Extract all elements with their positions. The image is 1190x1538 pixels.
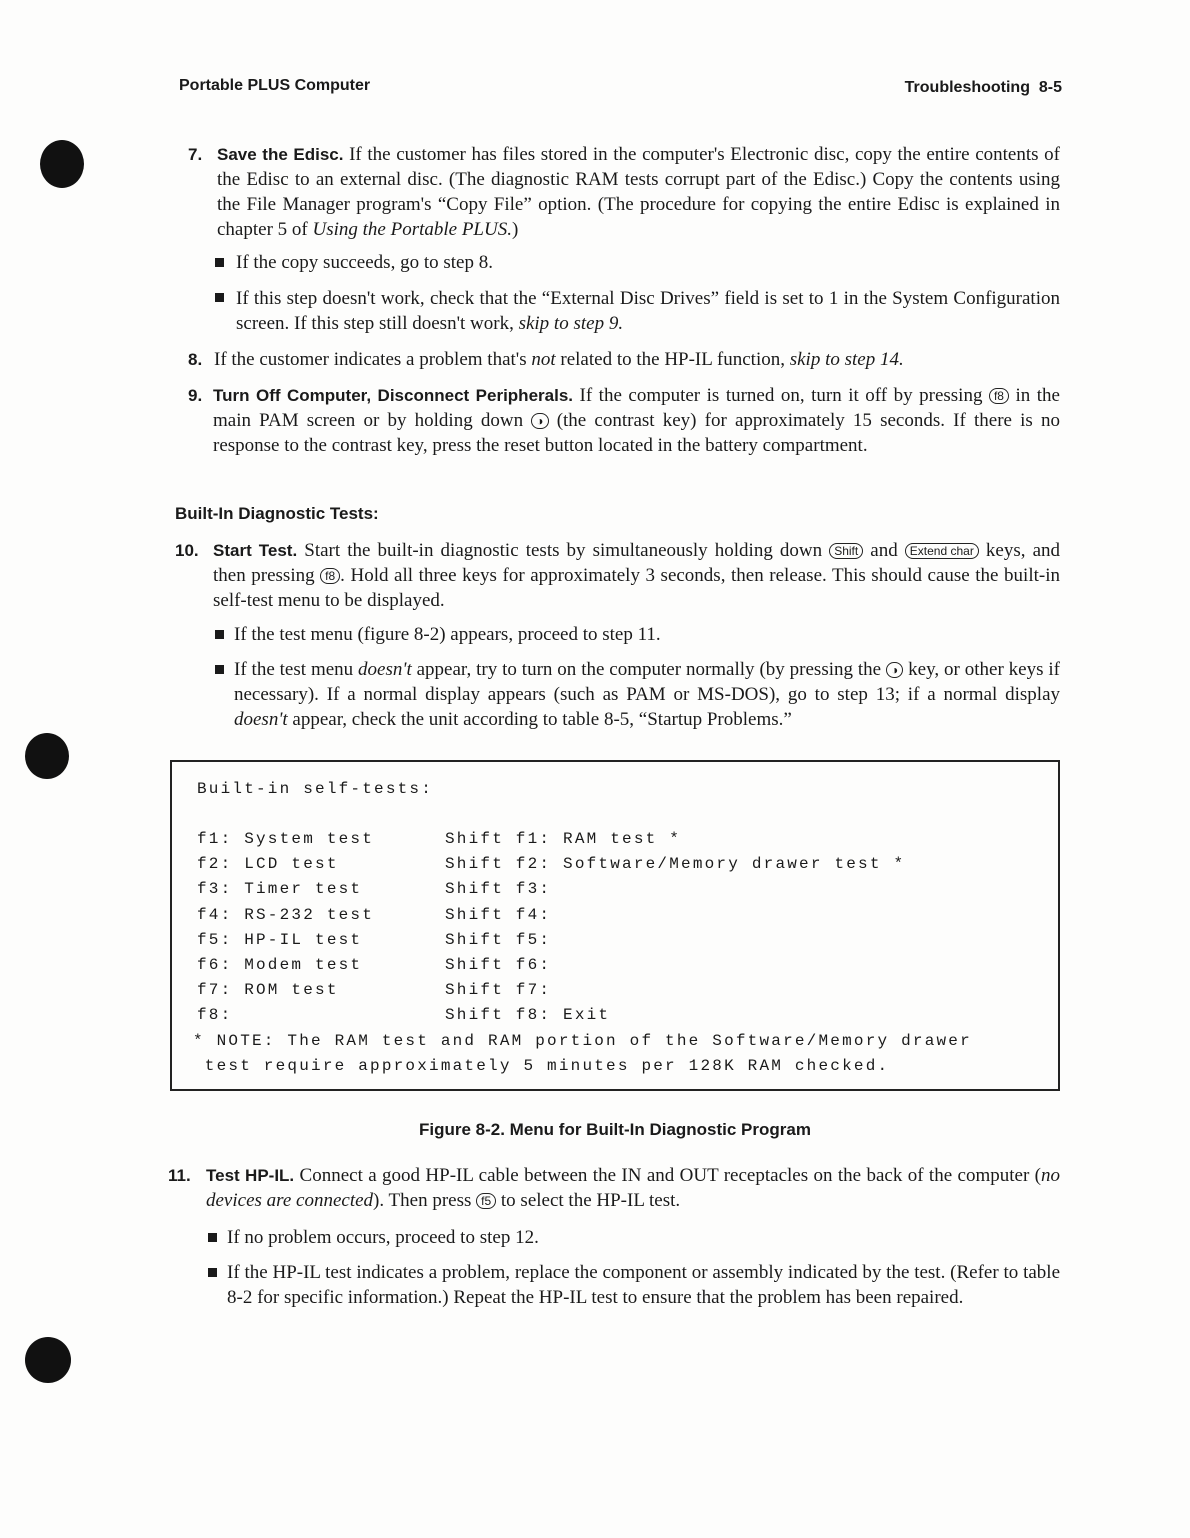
figure-caption: Figure 8-2. Menu for Built-In Diagnostic Program	[419, 1120, 811, 1139]
step-9-text	[213, 383, 1060, 458]
step-10-text	[213, 538, 1060, 613]
menu-right-column	[445, 827, 905, 1029]
paragraph-text: (the contrast key) for approximately 15 seconds. If there is no response to the contrast key, press the reset button located in the battery compartment.	[213, 410, 1060, 456]
keycap-icon: f5	[476, 1193, 496, 1209]
step-number: 7.	[188, 145, 203, 164]
paragraph-text: If no problem occurs, proceed to step 12.	[227, 1227, 539, 1248]
paragraph-text: )	[511, 219, 519, 240]
paragraph-text: appear, check the unit according to table 8-5, “Startup Problems.”	[287, 709, 792, 730]
menu-item: f6: Modem test	[197, 956, 363, 975]
section-heading: Built-In Diagnostic Tests:	[175, 504, 379, 523]
keycap-icon: Extend char	[905, 543, 979, 559]
keycap-icon: f8	[320, 568, 340, 584]
step-11-text	[206, 1163, 1060, 1213]
step-title: Save the Edisc.	[217, 145, 344, 164]
menu-item: Shift f8: Exit	[445, 1006, 611, 1025]
punch-hole	[40, 140, 84, 188]
bullet-icon	[215, 665, 224, 674]
paragraph-text: not	[531, 349, 556, 370]
menu-note-line-1: * NOTE: The RAM test and RAM portion of the Software/Memory drawer	[193, 1032, 972, 1050]
step-number: 10.	[175, 541, 199, 560]
paragraph-text: If the test menu (figure 8-2) appears, proceed to step 11.	[234, 624, 661, 645]
step-11-bullet-2	[227, 1260, 1060, 1310]
keycap-icon: f8	[989, 388, 1009, 404]
keycap-icon: ◑	[531, 413, 548, 429]
punch-hole	[25, 733, 69, 779]
step-title: Test HP-IL.	[206, 1166, 295, 1185]
paragraph-text: If the computer is turned on, turn it off by pressing	[573, 385, 989, 406]
bullet-icon	[215, 630, 224, 639]
step-7-bullet-2	[236, 286, 1060, 336]
paragraph-text: Connect a good HP-IL cable between the IN and OUT receptacles on the back of the computer (	[294, 1165, 1041, 1186]
menu-item: Shift f3:	[445, 880, 552, 899]
paragraph-text: . Hold all three keys for approximately 3 seconds, then release. This should cause the built-in self-test menu to be displayed.	[213, 565, 1060, 611]
keycap-icon: Shift	[829, 543, 863, 559]
step-10-bullet-1	[234, 622, 1060, 647]
paragraph-text: keys, and then pressing	[213, 540, 1061, 586]
paragraph-text: If the copy succeeds, go to step 8.	[236, 252, 493, 273]
bullet-icon	[215, 258, 224, 267]
paragraph-text: no devices are connected	[206, 1165, 1060, 1211]
page-number: 8-5	[1038, 79, 1062, 96]
step-title: Start Test.	[213, 541, 298, 560]
paragraph-text: ). Then press	[373, 1190, 477, 1211]
step-number: 8.	[188, 350, 203, 369]
paragraph-text: skip to step 14.	[789, 349, 904, 370]
paragraph-text: If the test menu	[234, 659, 359, 680]
running-header-right	[905, 79, 1062, 97]
menu-title: Built-in self-tests:	[197, 780, 434, 798]
paragraph-text: related to the HP-IL function,	[555, 349, 790, 370]
keycap-icon: ◑	[886, 662, 903, 678]
menu-item: Shift f7:	[445, 981, 552, 1000]
menu-item: f7: ROM test	[197, 981, 339, 1000]
step-title: Turn Off Computer, Disconnect Peripherals.	[213, 386, 573, 405]
menu-item: Shift f2: Software/Memory drawer test *	[445, 855, 906, 874]
step-8-text	[214, 347, 1060, 372]
paragraph-text: Using the Portable PLUS.	[312, 219, 512, 240]
paragraph-text: and	[863, 540, 905, 561]
step-11-bullet-1	[227, 1225, 1060, 1250]
menu-item: Shift f4:	[445, 905, 552, 924]
step-7-bullet-1	[236, 250, 1060, 275]
paragraph-text: doesn't	[358, 659, 412, 680]
paragraph-text: Start the built-in diagnostic tests by simultaneously holding down	[297, 540, 830, 561]
self-test-menu-figure	[170, 760, 1060, 1091]
paragraph-text: If the customer indicates a problem that's	[214, 349, 532, 370]
paragraph-text: in the main PAM screen or by holding down	[213, 385, 1060, 431]
menu-item: f8:	[197, 1006, 233, 1025]
bullet-icon	[208, 1233, 217, 1242]
paragraph-text: doesn't	[234, 709, 288, 730]
menu-item: f4: RS-232 test	[197, 905, 375, 924]
menu-item: Shift f6:	[445, 956, 552, 975]
menu-note-line-2: test require approximately 5 minutes per 128K RAM checked.	[193, 1057, 890, 1075]
paragraph-text: key, or other keys if necessary). If a normal display appears (such as PAM or MS-DOS), go to step 13; if a normal display	[234, 659, 1060, 705]
bullet-icon	[208, 1268, 217, 1277]
paragraph-text: If this step doesn't work, check that the “External Disc Drives” field is set to 1 in the System Configuration screen. If this step still doesn't work,	[236, 288, 1060, 334]
paragraph-text: to select the HP-IL test.	[496, 1190, 681, 1211]
step-7-text	[217, 142, 1060, 242]
running-header-left: Portable PLUS Computer	[179, 77, 371, 94]
step-10-bullet-2	[234, 657, 1060, 732]
menu-item: f1: System test	[197, 830, 375, 848]
menu-item: f2: LCD test	[197, 855, 339, 874]
paragraph-text: If the HP-IL test indicates a problem, replace the component or assembly indicated by the test. (Refer to table 8-2 for specific information.) Repeat the HP-IL test to ensure that the problem has been repaired.	[227, 1262, 1060, 1308]
menu-item: f5: HP-IL test	[197, 930, 363, 949]
paragraph-text: appear, try to turn on the computer normally (by pressing the	[411, 659, 887, 680]
menu-item: f3: Timer test	[197, 880, 363, 899]
paragraph-text: skip to step 9.	[518, 313, 624, 334]
paragraph-text: If the customer has files stored in the computer's Electronic disc, copy the entire contents of the Edisc to an external disc. (The diagnostic RAM tests corrupt part of the Edisc.) Copy the contents using the File Manager program's “Copy File” option. (The procedure for copying the entire Edisc is explained in chapter 5 of	[217, 144, 1060, 240]
menu-left-column	[197, 827, 374, 1029]
step-number: 9.	[188, 386, 203, 405]
punch-hole	[25, 1337, 71, 1383]
menu-item: Shift f5:	[445, 930, 552, 949]
step-number: 11.	[168, 1166, 191, 1185]
menu-item: Shift f1: RAM test *	[445, 830, 682, 848]
section-title: Troubleshooting	[904, 79, 1030, 96]
bullet-icon	[215, 293, 224, 302]
